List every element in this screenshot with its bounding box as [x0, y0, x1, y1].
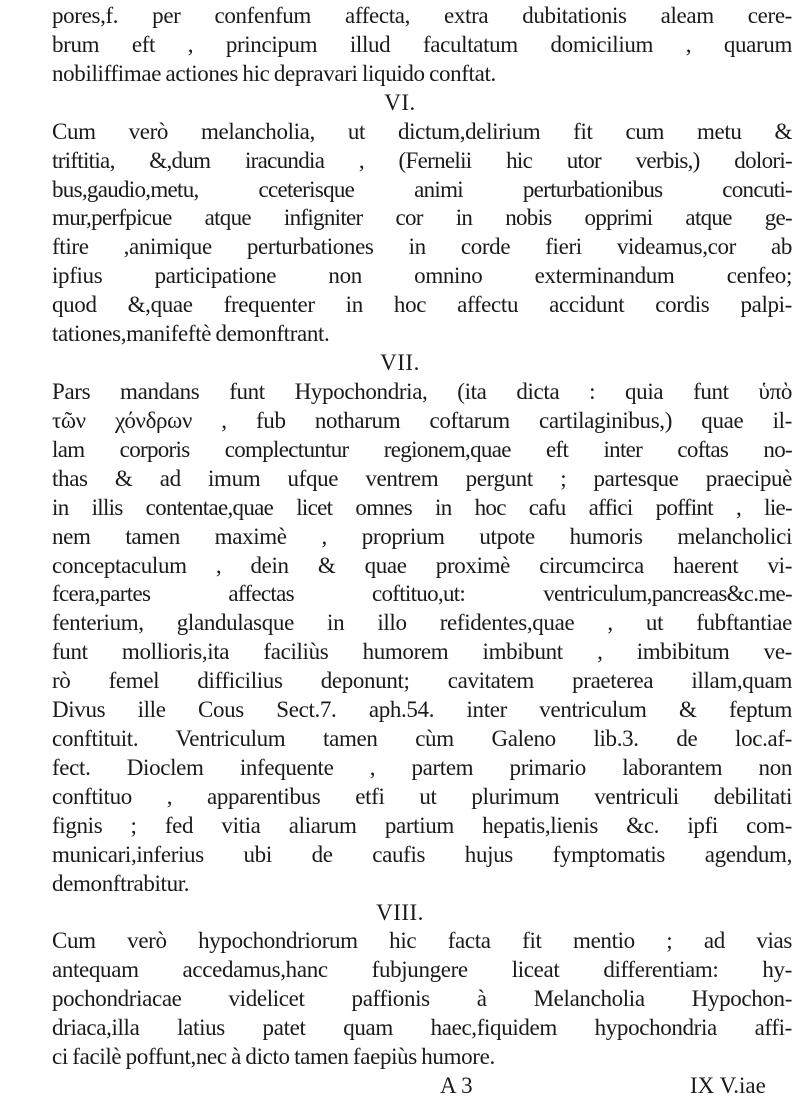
text-line: Pars mandans funt Hypochondria, (ita dicta : quia funt ὑπὸ — [52, 378, 792, 404]
text-line: in illis contentae,quae licet omnes in hoc cafu affici poffint , lie- — [52, 494, 792, 520]
text-line: demonftrabitur. — [52, 870, 190, 896]
text-line: triftitia, &,dum iracundia , (Fernelii hic utor verbis,) dolori- — [52, 147, 792, 173]
text-line: lam corporis complectuntur regionem,quae eft inter coftas no- — [52, 436, 792, 462]
section-heading: VI. — [384, 89, 416, 115]
text-line: driaca,illa latius patet quam haec,fiquidem hypochondria affi- — [52, 1015, 792, 1041]
text-line: bus,gaudio,metu, cceterisque animi perturbationibus concuti- — [52, 176, 792, 202]
text-line: ci facilè poffunt,nec à dicto tamen faepiùs humore. — [52, 1044, 495, 1070]
text-line: fect. Dioclem infequente , partem primario laborantem non — [52, 754, 792, 780]
text-line: funt mollioris,ita faciliùs humorem imbibunt , imbibitum ve- — [52, 639, 792, 665]
text-line: ipfius participatione non omnino exterminandum cenfeo; — [52, 263, 792, 289]
text-line: fignis ; fed vitia aliarum partium hepatis,lienis &c. ipfi com- — [52, 812, 792, 838]
text-line: conftituo , apparentibus etfi ut plurimum ventriculi debilitati — [52, 783, 792, 809]
text-line: antequam accedamus,hanc fubjungere liceat differentiam: hy- — [52, 957, 792, 983]
text-line: nobiliffimae actiones hic depravari liquido conftat. — [52, 60, 496, 86]
text-line: Cum verò melancholia, ut dictum,delirium fit cum metu & — [52, 118, 792, 144]
text-line: quod &,quae frequenter in hoc affectu accidunt cordis palpi- — [52, 292, 792, 318]
text-line: conceptaculum , dein & quae proximè circumcirca haerent vi- — [52, 552, 792, 578]
text-line: τῶν χόνδρων , fub notharum coftarum cartilaginibus,) quae il- — [52, 407, 792, 433]
text-line: conftituit. Ventriculum tamen cùm Galeno lib.3. de loc.af- — [52, 726, 792, 752]
text-line: pochondriacae videlicet paffionis à Melancholia Hypochon- — [52, 986, 792, 1012]
signature-mark: A 3 — [440, 1073, 473, 1099]
section-heading: VII. — [380, 350, 420, 376]
text-line: mur,perfpicue atque infigniter cor in nobis opprimi atque ge- — [52, 205, 792, 231]
text-line: nem tamen maximè , proprium utpote humoris melancholici — [52, 523, 792, 549]
text-line: ftire ,animique perturbationes in corde fieri videamus,cor ab — [52, 234, 792, 260]
text-line: fenterium, glandulasque in illo refidentes,quae , ut fubftantiae — [52, 610, 792, 636]
text-line: pores,f. per confenfum affecta, extra dubitationis aleam cere- — [52, 3, 792, 28]
text-line: fcera,partes affectas coftituo,ut: ventriculum,pancreas&c.me- — [52, 581, 792, 607]
section-heading: VIII. — [376, 899, 424, 925]
text-line: rò femel difficilius deponunt; cavitatem praeterea illam,quam — [52, 668, 792, 694]
text-line: tationes,manifeftè demonftrant. — [52, 321, 330, 347]
text-line: Divus ille Cous Sect.7. aph.54. inter ventriculum & feptum — [52, 697, 792, 723]
catchword: IX V.iae — [690, 1073, 766, 1099]
text-line: brum eft , principum illud facultatum domicilium , quarum — [52, 31, 792, 57]
text-line: Cum verò hypochondriorum hic facta fit mentio ; ad vias — [52, 928, 792, 954]
page-footer — [0, 1072, 800, 1101]
text-line: thas & ad imum ufque ventrem pergunt ; partesque praecipuè — [52, 465, 792, 491]
text-line: municari,inferius ubi de caufis hujus fymptomatis agendum, — [52, 841, 792, 867]
